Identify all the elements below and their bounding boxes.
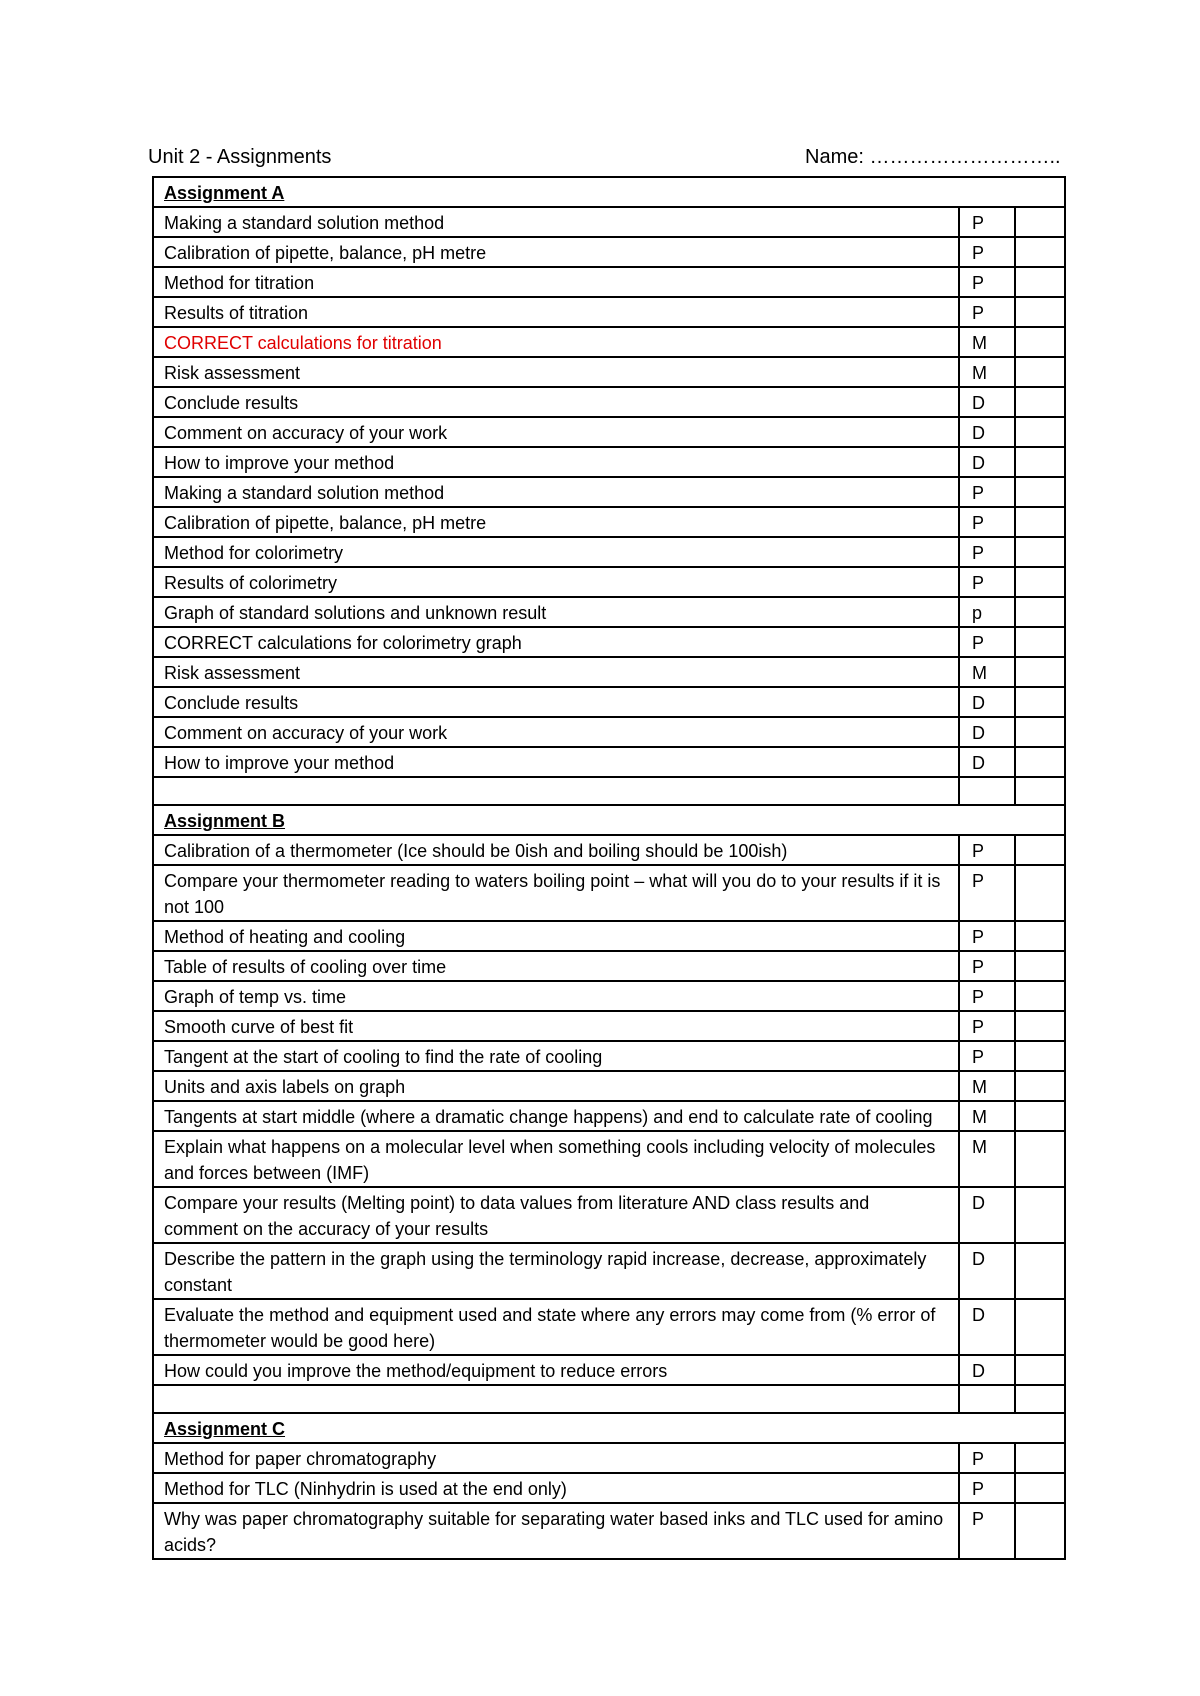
empty-cell [1015, 1385, 1065, 1413]
criterion-text: Conclude results [153, 687, 959, 717]
check-box-cell[interactable] [1015, 981, 1065, 1011]
criterion-text: Risk assessment [153, 657, 959, 687]
section-heading-label: Assignment B [164, 811, 286, 831]
table-row [153, 1355, 1065, 1385]
criterion-text: Results of colorimetry [153, 567, 959, 597]
section-heading [153, 1413, 1065, 1443]
grade-level: M [959, 657, 1015, 687]
criterion-text: Method for TLC (Ninhydrin is used at the end only) [153, 1473, 959, 1503]
criterion-text: Comment on accuracy of your work [153, 417, 959, 447]
criterion-text: How could you improve the method/equipment to reduce errors [153, 1355, 959, 1385]
empty-cell [959, 777, 1015, 805]
grade-level: D [959, 1299, 1015, 1355]
name-field: Name: ……………………….. [805, 146, 1061, 168]
grade-level: P [959, 835, 1015, 865]
grade-level: M [959, 1071, 1015, 1101]
table-row [153, 1443, 1065, 1473]
table-row [153, 921, 1065, 951]
table-row [153, 387, 1065, 417]
table-row [153, 865, 1065, 921]
grade-level: M [959, 357, 1015, 387]
grade-level: P [959, 297, 1015, 327]
criterion-text: Calibration of pipette, balance, pH metre [153, 507, 959, 537]
check-box-cell[interactable] [1015, 865, 1065, 921]
grade-level: P [959, 921, 1015, 951]
grade-level: P [959, 865, 1015, 921]
check-box-cell[interactable] [1015, 357, 1065, 387]
check-box-cell[interactable] [1015, 657, 1065, 687]
table-row [153, 657, 1065, 687]
grade-level: M [959, 327, 1015, 357]
table-row [153, 1041, 1065, 1071]
empty-cell [959, 1385, 1015, 1413]
criterion-text: Tangents at start middle (where a dramatic change happens) and end to calculate rate of cooling [153, 1101, 959, 1131]
spacer-row [153, 1385, 1065, 1413]
table-row [153, 1071, 1065, 1101]
section-heading-label: Assignment A [164, 183, 285, 203]
grade-level: P [959, 567, 1015, 597]
grade-level: P [959, 477, 1015, 507]
table-row [153, 1101, 1065, 1131]
check-box-cell[interactable] [1015, 207, 1065, 237]
criterion-text: CORRECT calculations for titration [153, 327, 959, 357]
criterion-text: Method for paper chromatography [153, 1443, 959, 1473]
table-row [153, 1299, 1065, 1355]
check-box-cell[interactable] [1015, 297, 1065, 327]
table-row [153, 951, 1065, 981]
section-heading-row [153, 177, 1065, 207]
table-row [153, 1473, 1065, 1503]
table-row [153, 237, 1065, 267]
table-row [153, 417, 1065, 447]
check-box-cell[interactable] [1015, 1187, 1065, 1243]
table-row [153, 1243, 1065, 1299]
criterion-text: Conclude results [153, 387, 959, 417]
check-box-cell[interactable] [1015, 567, 1065, 597]
grade-level: D [959, 717, 1015, 747]
grade-level: P [959, 1041, 1015, 1071]
criterion-text: Compare your thermometer reading to waters boiling point – what will you do to your results if it is not 100 [153, 865, 959, 921]
grade-level: M [959, 1131, 1015, 1187]
criterion-text: Calibration of a thermometer (Ice should be 0ish and boiling should be 100ish) [153, 835, 959, 865]
criterion-text: Units and axis labels on graph [153, 1071, 959, 1101]
criterion-text: Making a standard solution method [153, 477, 959, 507]
criterion-text: Tangent at the start of cooling to find the rate of cooling [153, 1041, 959, 1071]
section-heading-row [153, 805, 1065, 835]
criterion-text: Method for colorimetry [153, 537, 959, 567]
grade-level: D [959, 1187, 1015, 1243]
criterion-text: Smooth curve of best fit [153, 1011, 959, 1041]
table-row [153, 627, 1065, 657]
table-row [153, 981, 1065, 1011]
empty-cell [153, 1385, 959, 1413]
check-box-cell[interactable] [1015, 1131, 1065, 1187]
check-box-cell[interactable] [1015, 1503, 1065, 1559]
check-box-cell[interactable] [1015, 1473, 1065, 1503]
table-row [153, 297, 1065, 327]
check-box-cell[interactable] [1015, 1011, 1065, 1041]
table-row [153, 687, 1065, 717]
check-box-cell[interactable] [1015, 327, 1065, 357]
criterion-text: Evaluate the method and equipment used and state where any errors may come from (% error of thermometer would be good here) [153, 1299, 959, 1355]
criterion-text: Why was paper chromatography suitable for separating water based inks and TLC used for amino acids? [153, 1503, 959, 1559]
page-header [148, 146, 1066, 174]
check-box-cell[interactable] [1015, 1355, 1065, 1385]
criterion-text: Explain what happens on a molecular level when something cools including velocity of molecules and forces between (IMF) [153, 1131, 959, 1187]
check-box-cell[interactable] [1015, 417, 1065, 447]
grade-level: P [959, 1443, 1015, 1473]
grade-level: p [959, 597, 1015, 627]
check-box-cell[interactable] [1015, 687, 1065, 717]
criterion-text: Calibration of pipette, balance, pH metre [153, 237, 959, 267]
grade-level: D [959, 1243, 1015, 1299]
criterion-text: Method for titration [153, 267, 959, 297]
empty-cell [1015, 777, 1065, 805]
table-row [153, 1187, 1065, 1243]
table-row [153, 537, 1065, 567]
grade-level: P [959, 627, 1015, 657]
grade-level: D [959, 1355, 1015, 1385]
check-box-cell[interactable] [1015, 267, 1065, 297]
grade-level: P [959, 537, 1015, 567]
check-box-cell[interactable] [1015, 1071, 1065, 1101]
assignments-table [152, 176, 1066, 1560]
check-box-cell[interactable] [1015, 477, 1065, 507]
grade-level: P [959, 951, 1015, 981]
grade-level: P [959, 207, 1015, 237]
criterion-text: Making a standard solution method [153, 207, 959, 237]
criterion-text: Method of heating and cooling [153, 921, 959, 951]
check-box-cell[interactable] [1015, 507, 1065, 537]
check-box-cell[interactable] [1015, 951, 1065, 981]
check-box-cell[interactable] [1015, 1243, 1065, 1299]
check-box-cell[interactable] [1015, 237, 1065, 267]
criterion-text: Describe the pattern in the graph using the terminology rapid increase, decrease, approximately constant [153, 1243, 959, 1299]
grade-level: M [959, 1101, 1015, 1131]
spacer-row [153, 777, 1065, 805]
empty-cell [153, 777, 959, 805]
table-row [153, 1011, 1065, 1041]
table-row [153, 597, 1065, 627]
check-box-cell[interactable] [1015, 717, 1065, 747]
table-row [153, 747, 1065, 777]
grade-level: D [959, 447, 1015, 477]
section-heading [153, 177, 1065, 207]
criterion-text: Risk assessment [153, 357, 959, 387]
table-row [153, 207, 1065, 237]
check-box-cell[interactable] [1015, 921, 1065, 951]
check-box-cell[interactable] [1015, 1443, 1065, 1473]
check-box-cell[interactable] [1015, 537, 1065, 567]
grade-level: P [959, 267, 1015, 297]
table-row [153, 477, 1065, 507]
criterion-text: How to improve your method [153, 447, 959, 477]
grade-level: P [959, 507, 1015, 537]
grade-level: P [959, 1473, 1015, 1503]
table-row [153, 567, 1065, 597]
check-box-cell[interactable] [1015, 1101, 1065, 1131]
criterion-text: Graph of temp vs. time [153, 981, 959, 1011]
section-heading [153, 805, 1065, 835]
check-box-cell[interactable] [1015, 447, 1065, 477]
check-box-cell[interactable] [1015, 387, 1065, 417]
table-row [153, 835, 1065, 865]
criterion-text: Comment on accuracy of your work [153, 717, 959, 747]
grade-level: P [959, 237, 1015, 267]
table-row [153, 267, 1065, 297]
table-row [153, 1131, 1065, 1187]
check-box-cell[interactable] [1015, 597, 1065, 627]
grade-level: D [959, 687, 1015, 717]
grade-level: P [959, 1503, 1015, 1559]
table-row [153, 717, 1065, 747]
section-heading-row [153, 1413, 1065, 1443]
table-row [153, 447, 1065, 477]
criterion-text: How to improve your method [153, 747, 959, 777]
table-row [153, 1503, 1065, 1559]
check-box-cell[interactable] [1015, 1041, 1065, 1071]
criterion-text: CORRECT calculations for colorimetry graph [153, 627, 959, 657]
criterion-text: Graph of standard solutions and unknown result [153, 597, 959, 627]
grade-level: D [959, 387, 1015, 417]
table-row [153, 507, 1065, 537]
grade-level: P [959, 981, 1015, 1011]
grade-level: P [959, 1011, 1015, 1041]
check-box-cell[interactable] [1015, 1299, 1065, 1355]
grade-level: D [959, 747, 1015, 777]
table-row [153, 327, 1065, 357]
page-title: Unit 2 - Assignments [148, 146, 332, 168]
section-heading-label: Assignment C [164, 1419, 286, 1439]
criterion-text: Compare your results (Melting point) to data values from literature AND class results and comment on the accuracy of your results [153, 1187, 959, 1243]
check-box-cell[interactable] [1015, 627, 1065, 657]
grade-level: D [959, 417, 1015, 447]
table-row [153, 357, 1065, 387]
criterion-text: Table of results of cooling over time [153, 951, 959, 981]
check-box-cell[interactable] [1015, 747, 1065, 777]
criterion-text: Results of titration [153, 297, 959, 327]
check-box-cell[interactable] [1015, 835, 1065, 865]
